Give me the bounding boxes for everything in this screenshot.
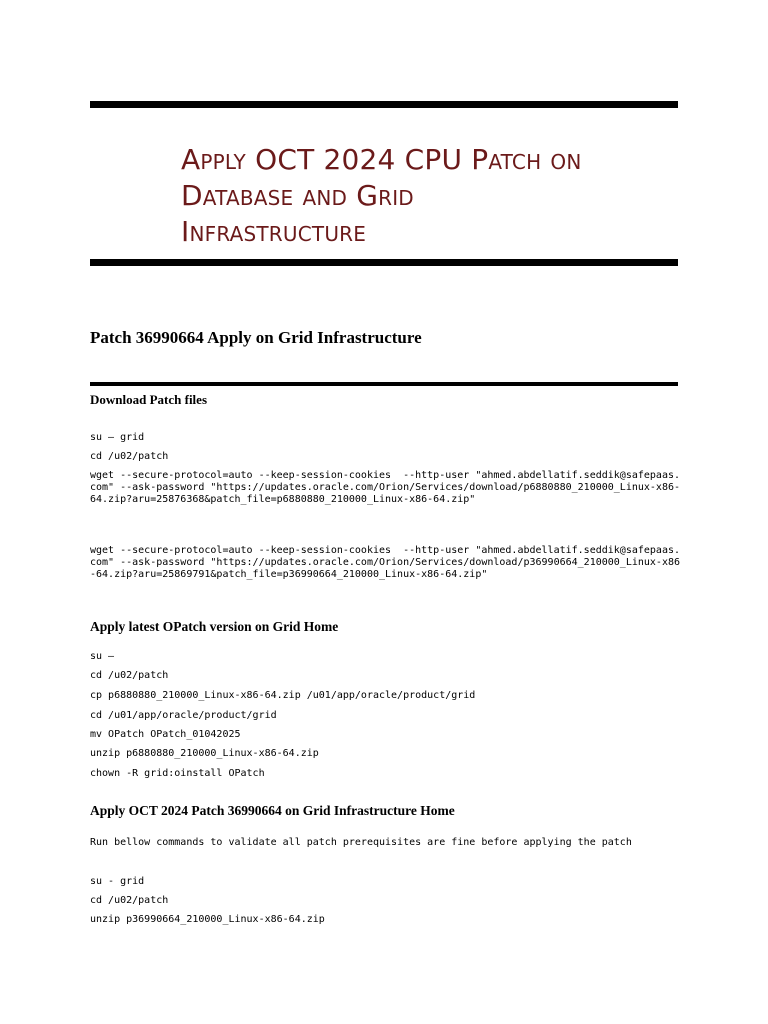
code-line: cd /u01/app/oracle/product/grid: [90, 710, 277, 721]
code-line: cd /u02/patch: [90, 451, 169, 462]
code-line: unzip p36990664_210000_Linux-x86-64.zip: [90, 914, 325, 925]
code-line: cp p6880880_210000_Linux-x86-64.zip /u01/app/oracle/product/grid: [90, 690, 476, 701]
title-line-2: Database and Grid: [181, 179, 414, 212]
code-line: su – grid: [90, 432, 145, 443]
code-line: su –: [90, 651, 115, 662]
code-block-wget-patch: wget --secure-protocol=auto --keep-session-cookies --http-user "ahmed.abdellatif.seddik@safepaas.com" --ask-password "https://updates.oracle.com/Orion/Services/download/p36990664_210000_Linux-x86-64.zip?aru=25869791&patch_file=p36990664_210000_Linux-x86-64.zip": [90, 545, 681, 580]
code-block-wget-opatch: wget --secure-protocol=auto --keep-session-cookies --http-user "ahmed.abdellatif.seddik@safepaas.com" --ask-password "https://updates.oracle.com/Orion/Services/download/p6880880_210000_Linux-x86-64.zip?aru=25876368&patch_file=p6880880_210000_Linux-x86-64.zip": [90, 470, 681, 505]
title-top-rule: [90, 101, 678, 108]
section-rule: [90, 382, 678, 386]
code-line: unzip p6880880_210000_Linux-x86-64.zip: [90, 748, 319, 759]
opatch-heading: Apply latest OPatch version on Grid Home: [90, 619, 339, 634]
code-line: mv OPatch OPatch_01042025: [90, 729, 241, 740]
code-line: cd /u02/patch: [90, 670, 169, 681]
code-line: su - grid: [90, 876, 145, 887]
title-bottom-rule: [90, 259, 678, 266]
apply-heading: Apply OCT 2024 Patch 36990664 on Grid Infrastructure Home: [90, 803, 455, 818]
title-line-3: Infrastructure: [181, 215, 367, 248]
code-line: cd /u02/patch: [90, 895, 169, 906]
download-heading: Download Patch files: [90, 392, 207, 407]
document-title: [181, 142, 661, 250]
prereq-note: Run bellow commands to validate all patch prerequisites are fine before applying the patch: [90, 837, 632, 848]
title-line-1: Apply OCT 2024 CPU Patch on: [181, 143, 582, 176]
code-line: chown -R grid:oinstall OPatch: [90, 768, 265, 779]
main-heading: Patch 36990664 Apply on Grid Infrastructure: [90, 328, 422, 347]
